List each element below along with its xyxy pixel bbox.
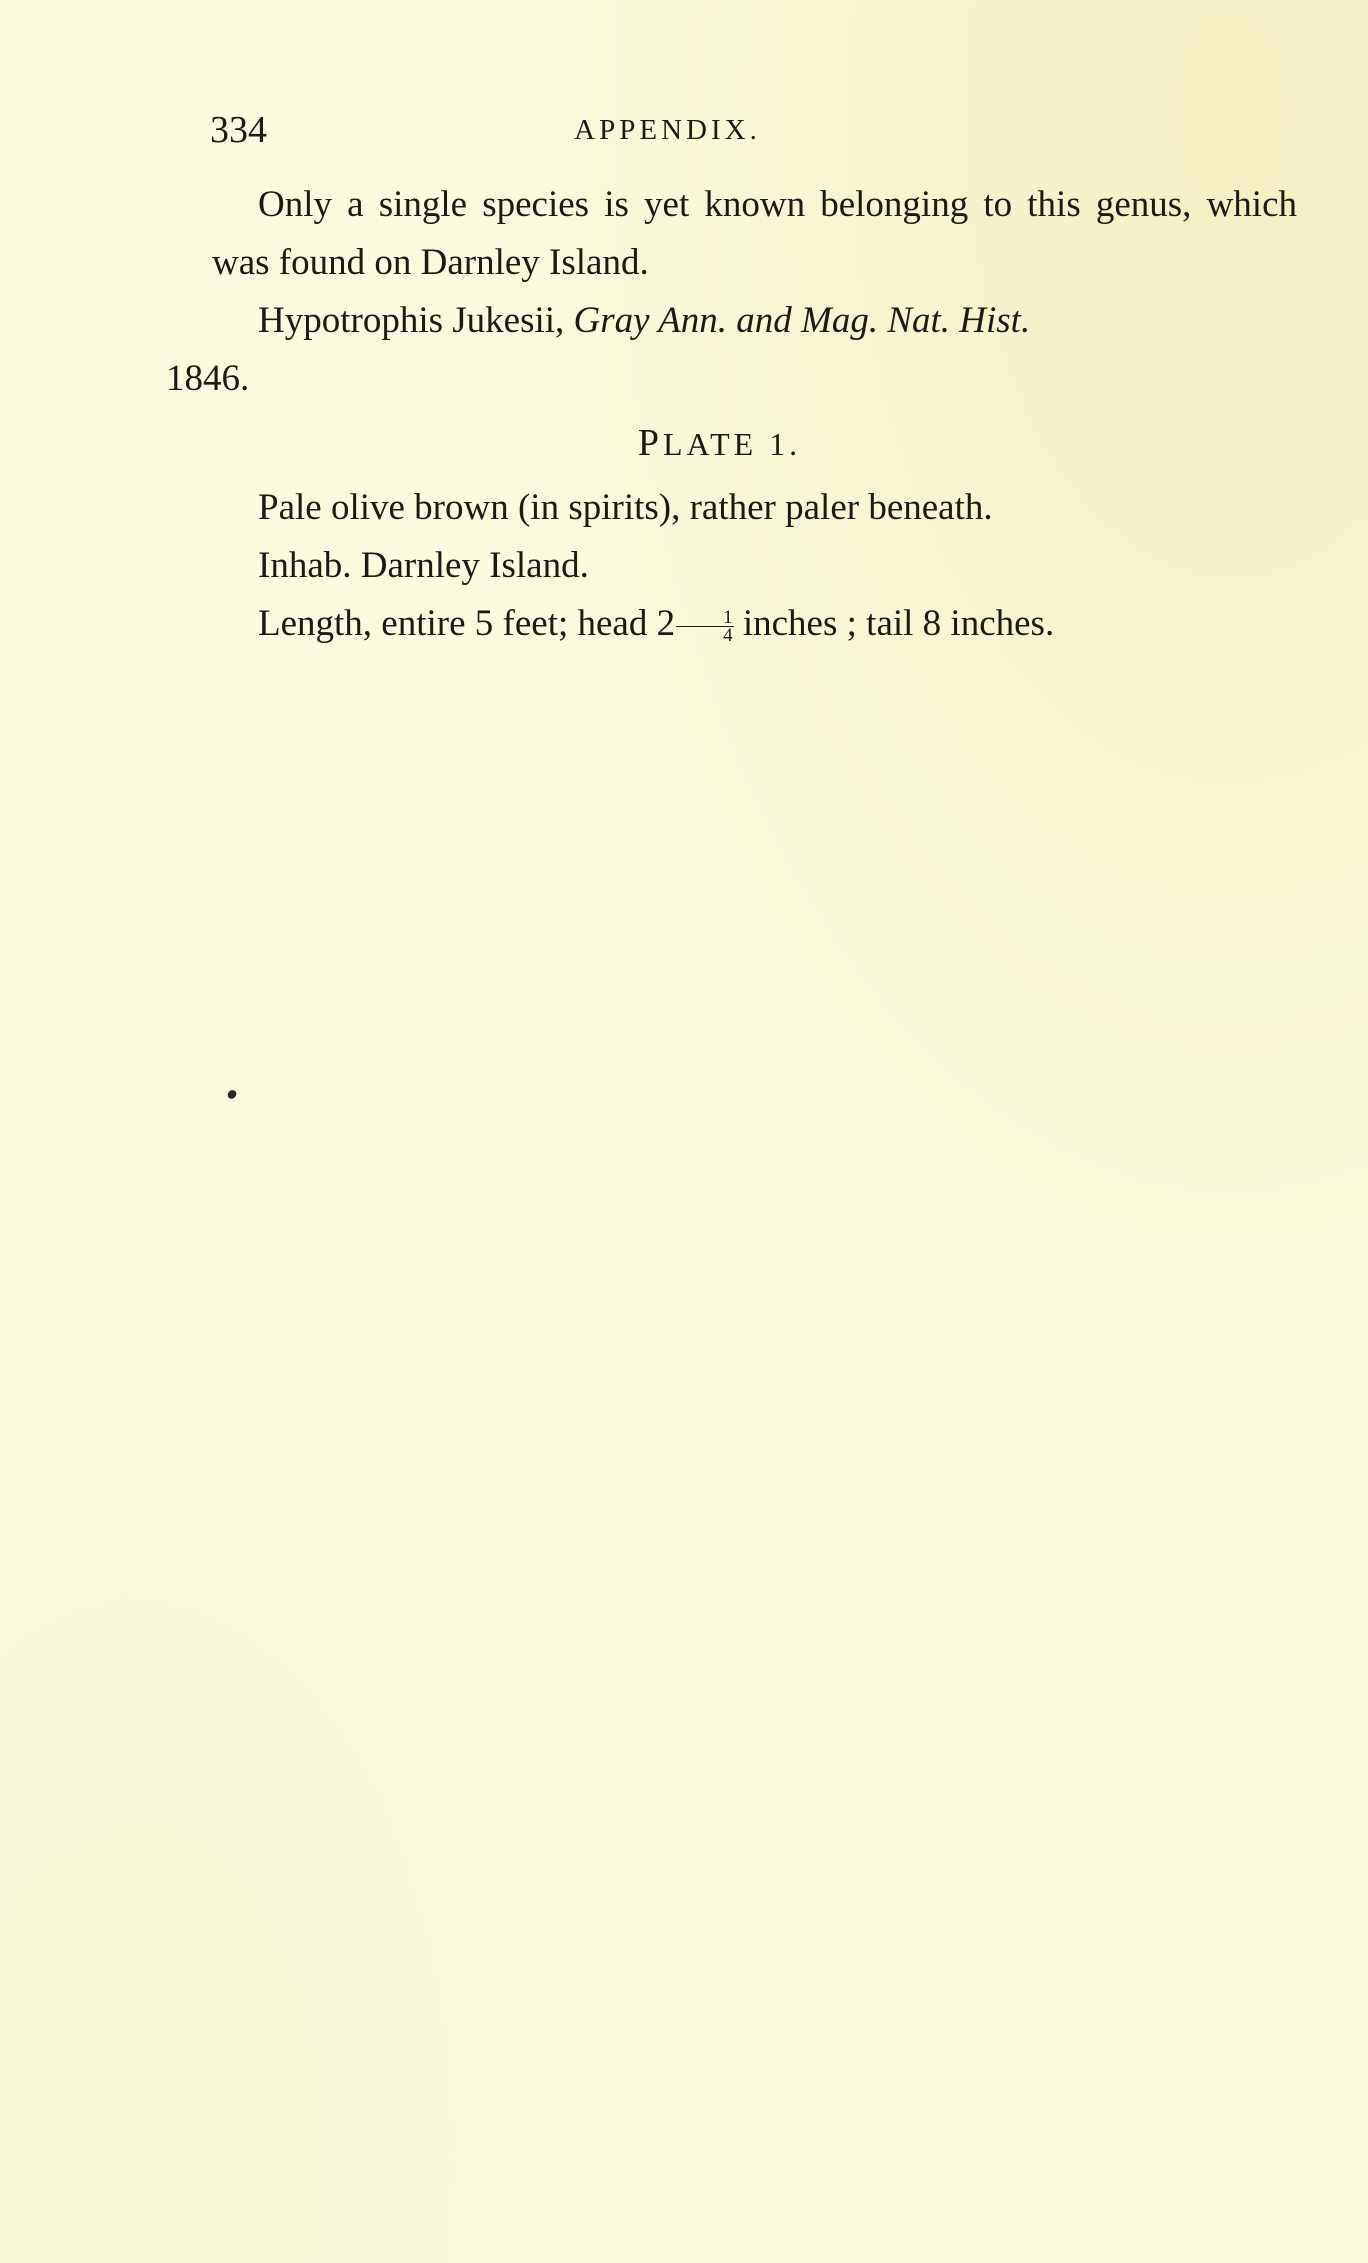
fraction-one-quarter [676,609,734,644]
length-text-end: inches ; tail 8 inches. [733,603,1055,644]
length-text-start: Length, entire 5 feet; head 2 [258,603,676,644]
citation-year: 1846. [166,358,250,399]
description-color: Pale olive brown (in spirits), rather paler beneath. [258,487,993,528]
plate-heading [212,408,1297,479]
page-number: 334 [210,109,267,151]
plate-heading-cap: P [637,422,663,464]
ink-speck [226,1089,237,1101]
description-length [212,595,1297,653]
running-head [210,100,1275,160]
plate-heading-rest: LATE 1. [662,426,802,462]
body-text [166,176,1297,653]
running-title: APPENDIX. [574,114,761,146]
paragraph-genus-note: Only a single species is yet known belonging to this genus, which was found on Darnley Island. [212,184,1297,283]
citation-text: Gray Ann. and Mag. Nat. Hist. [573,300,1031,341]
paragraph-species-citation [166,292,1297,408]
description-habitat: Inhab. Darnley Island. [258,545,589,586]
fraction-denominator: 4 [723,625,733,646]
species-name: Hypotrophis Jukesii, [258,300,565,341]
fraction-numerator: 1 [676,609,734,627]
